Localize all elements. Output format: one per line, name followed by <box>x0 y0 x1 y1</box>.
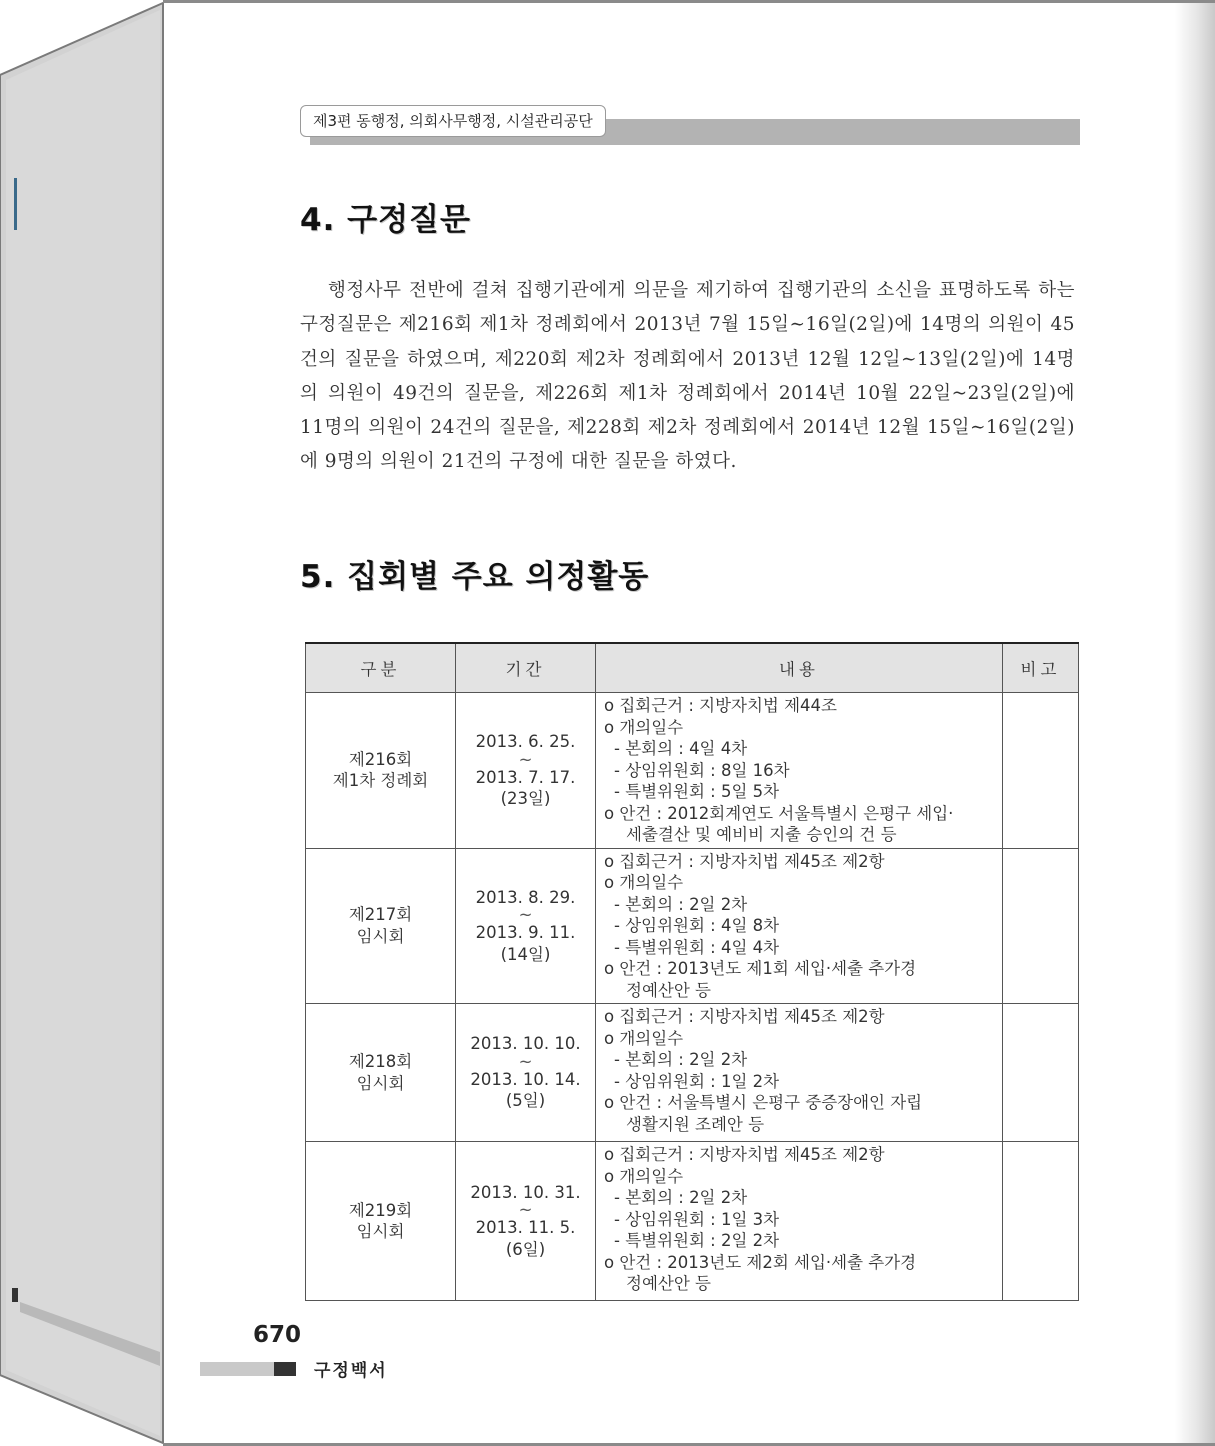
section-4-title: 4. 구정질문 <box>300 202 471 238</box>
content-line: 정예산안 등 <box>626 980 711 1000</box>
note-cell <box>1003 1142 1079 1301</box>
header-note: 비고 <box>1003 643 1079 693</box>
period-cell <box>456 1142 596 1301</box>
running-header-label: 제3편 동행정, 의회사무행정, 시설관리공단 <box>300 105 606 137</box>
header-content: 내용 <box>596 643 1003 693</box>
session-cell <box>306 1142 456 1301</box>
content-line: - 상임위원회 : 8일 16차 <box>614 760 790 780</box>
section-4-body: 행정사무 전반에 걸쳐 집행기관에게 의문을 제기하여 집행기관의 소신을 표명하도록 하는 구정질문은 제216회 제1차 정례회에서 2013년 7월 15일∼16일(2일)에 14명의 의원이 45건의 질문을 하였으며, 제220회 제2차 정례회에서 2013년 12월 12일∼13일(2일)에 14명의 의원이 49건의 질문을, 제226회 제1차 정례회에서 2014년 10월 22일~23일(2일)에 11명의 의원이 24건의 질문을, 제228회 제2차 정례회에서 2014년 12월 15일∼16일(2일)에 9명의 의원이 21건의 구정에 대한 질문을 하였다. <box>300 280 1075 473</box>
content-line: o 집회근거 : 지방자치법 제45조 제2항 <box>604 1145 885 1164</box>
header-period: 기간 <box>456 643 596 693</box>
period-days: (5일) <box>505 1091 546 1111</box>
note-cell <box>1003 1004 1079 1142</box>
period-tilde: ∼ <box>518 1051 533 1071</box>
content-line: 세출결산 및 예비비 지출 승인의 건 등 <box>626 825 897 844</box>
content-line: o 개의일수 <box>604 1028 684 1048</box>
session-type: 제1차 정례회 <box>332 771 429 791</box>
period-start: 2013. 10. 10. <box>470 1034 581 1054</box>
session-number: 제218회 <box>348 1052 413 1071</box>
content-line: o 집회근거 : 지방자치법 제44조 <box>604 696 837 715</box>
table-header-row <box>306 643 1079 693</box>
content-line: - 본회의 : 2일 2차 <box>614 894 748 914</box>
period-end: 2013. 10. 14. <box>470 1069 581 1089</box>
content-line: o 안건 : 2013년도 제1회 세입·세출 추가경 <box>604 959 917 978</box>
session-number: 제216회 <box>348 749 413 769</box>
session-activity-table <box>305 642 1079 1301</box>
section-5-title: 5. 집회별 주요 의정활동 <box>300 559 650 595</box>
content-cell <box>596 1142 1003 1301</box>
period-end: 2013. 11. 5. <box>475 1218 576 1238</box>
content-line: - 상임위원회 : 1일 2차 <box>614 1071 780 1091</box>
running-header <box>300 105 1080 147</box>
period-tilde: ∼ <box>518 905 533 924</box>
content-line: - 본회의 : 2일 2차 <box>614 1188 748 1207</box>
content-line: - 상임위원회 : 1일 3차 <box>614 1209 780 1229</box>
page-number: 670 <box>253 1322 302 1348</box>
content-line: o 개의일수 <box>604 1166 684 1186</box>
table-row <box>306 848 1079 1004</box>
content-line: o 집회근거 : 지방자치법 제45조 제2항 <box>604 1007 885 1026</box>
content-line: - 특별위원회 : 2일 2차 <box>614 1231 780 1250</box>
period-days: (6일) <box>505 1239 546 1259</box>
period-days: (23일) <box>500 789 551 808</box>
session-cell <box>306 1004 456 1142</box>
session-cell <box>306 848 456 1004</box>
content-line: - 특별위원회 : 4일 4차 <box>614 937 780 957</box>
period-tilde: ∼ <box>518 749 533 769</box>
content-line: o 안건 : 2012회계연도 서울특별시 은평구 세입· <box>604 803 954 823</box>
table-row <box>306 1004 1079 1142</box>
content-cell <box>596 1004 1003 1142</box>
content-line: o 안건 : 2013년도 제2회 세입·세출 추가경 <box>604 1252 917 1272</box>
session-type: 임시회 <box>356 1073 405 1093</box>
content-line: o 개의일수 <box>604 717 684 737</box>
period-start: 2013. 6. 25. <box>475 732 576 751</box>
note-cell <box>1003 693 1079 849</box>
content-line: 정예산안 등 <box>626 1274 711 1293</box>
content-line: - 특별위원회 : 5일 5차 <box>614 782 780 801</box>
frame-top-border <box>163 0 1215 3</box>
content-cell <box>596 848 1003 1004</box>
book-spine <box>0 0 165 1446</box>
period-cell <box>456 1004 596 1142</box>
header-category: 구분 <box>306 643 456 693</box>
period-cell <box>456 848 596 1004</box>
session-type: 임시회 <box>356 1222 405 1241</box>
footer-bar-accent <box>274 1362 296 1376</box>
period-end: 2013. 7. 17. <box>475 767 576 787</box>
content-cell <box>596 693 1003 849</box>
session-type: 임시회 <box>356 926 405 946</box>
period-cell <box>456 693 596 849</box>
page-edge-shading <box>1175 0 1215 1446</box>
content-line: - 본회의 : 4일 4차 <box>614 739 748 758</box>
content-line: o 개의일수 <box>604 873 684 892</box>
period-days: (14일) <box>500 944 551 964</box>
content-line: - 본회의 : 2일 2차 <box>614 1050 748 1069</box>
period-start: 2013. 8. 29. <box>475 887 576 907</box>
content-line: - 상임위원회 : 4일 8차 <box>614 916 780 935</box>
content-line: o 집회근거 : 지방자치법 제45조 제2항 <box>604 851 885 871</box>
footer-book-title: 구정백서 <box>314 1361 388 1381</box>
table-row <box>306 1142 1079 1301</box>
period-start: 2013. 10. 31. <box>470 1182 581 1202</box>
session-number: 제219회 <box>348 1200 413 1220</box>
session-cell <box>306 693 456 849</box>
content-line: 생활지원 조례안 등 <box>626 1114 765 1134</box>
session-number: 제217회 <box>348 905 413 925</box>
period-tilde: ∼ <box>518 1200 533 1220</box>
table-row <box>306 693 1079 849</box>
note-cell <box>1003 848 1079 1004</box>
content-line: o 안건 : 서울특별시 은평구 중증장애인 자립 <box>604 1093 923 1112</box>
footer-bar <box>200 1362 296 1376</box>
period-end: 2013. 9. 11. <box>475 923 576 942</box>
